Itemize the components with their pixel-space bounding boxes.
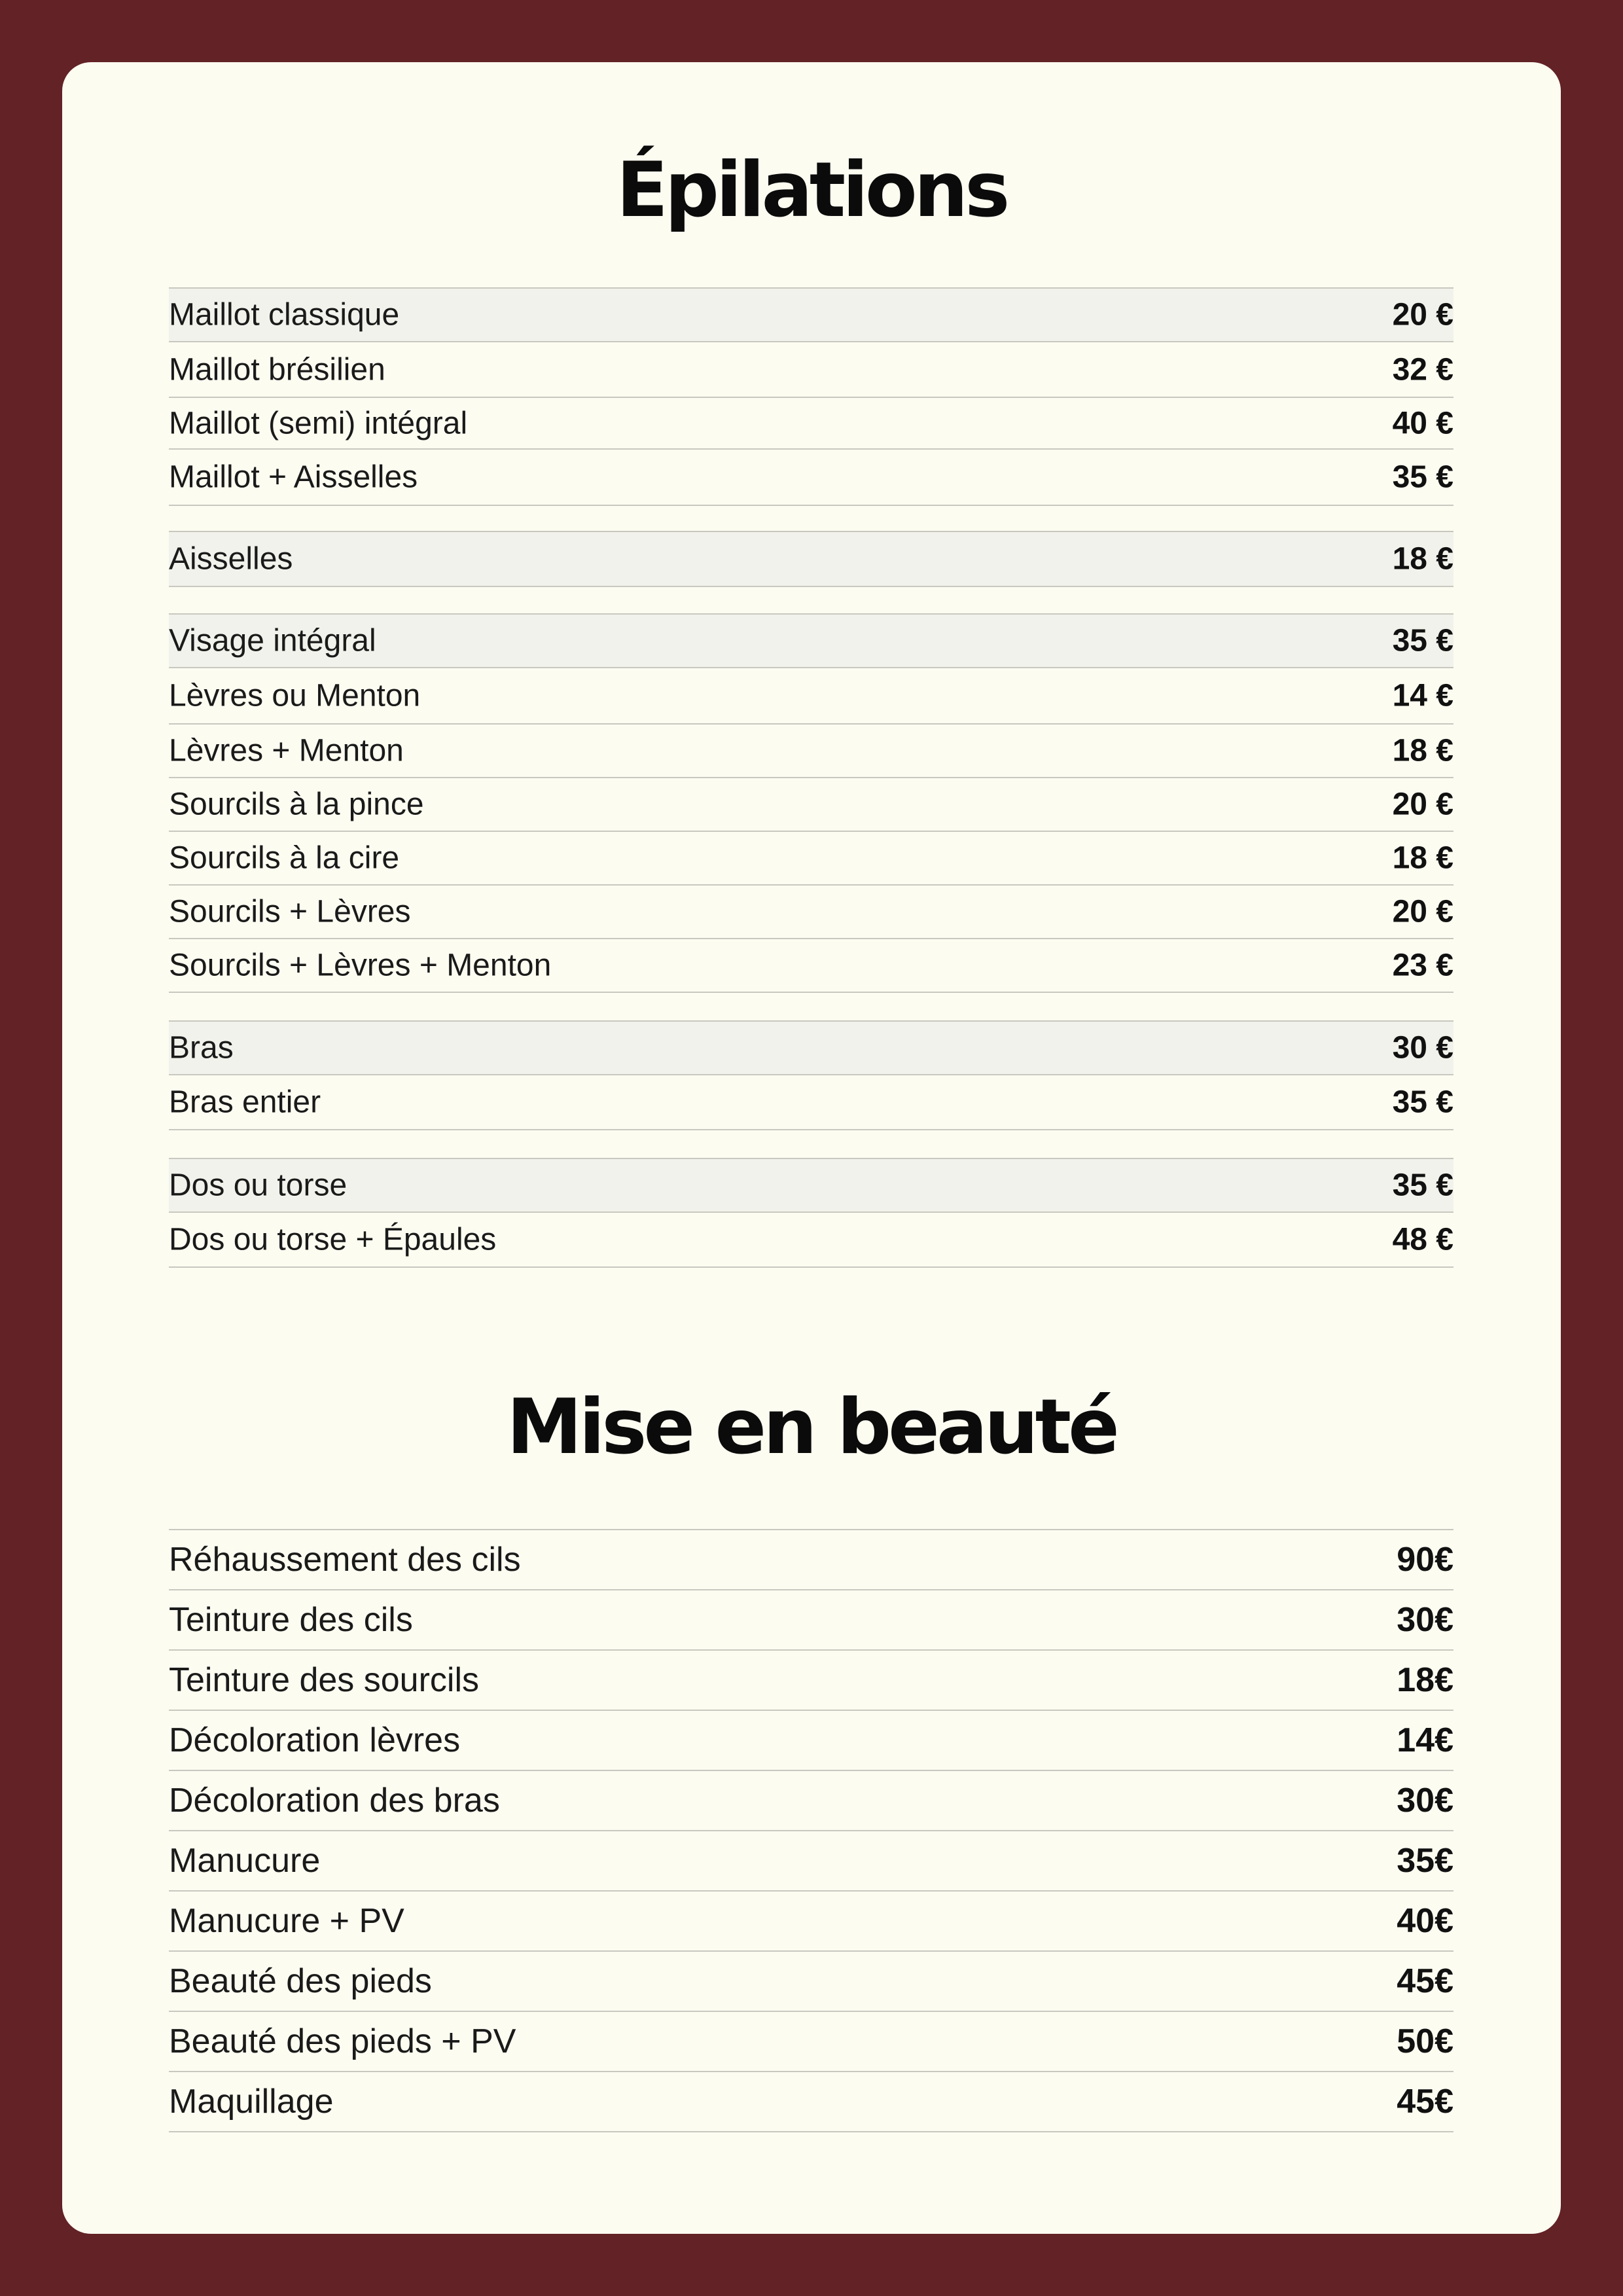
service-label: Sourcils + Lèvres + Menton bbox=[169, 948, 552, 983]
service-label: Décoloration des bras bbox=[169, 1782, 500, 1820]
group-beaute bbox=[169, 1529, 1454, 2132]
price-row bbox=[169, 1711, 1454, 1771]
group-visage bbox=[169, 613, 1454, 993]
service-price: 50€ bbox=[1397, 2022, 1454, 2060]
service-label: Bras bbox=[169, 1030, 234, 1066]
service-label: Maillot classique bbox=[169, 297, 400, 332]
price-row bbox=[169, 939, 1454, 993]
service-label: Sourcils à la pince bbox=[169, 787, 424, 822]
epilations-title: Épilations bbox=[616, 146, 1007, 234]
service-price: 18 € bbox=[1392, 840, 1454, 876]
service-label: Maquillage bbox=[169, 2083, 334, 2121]
service-label: Teinture des cils bbox=[169, 1601, 413, 1639]
price-row bbox=[169, 1590, 1454, 1651]
service-price: 40 € bbox=[1392, 406, 1454, 440]
service-label: Maillot + Aisselles bbox=[169, 459, 418, 495]
service-label: Visage intégral bbox=[169, 623, 376, 658]
service-price: 35€ bbox=[1397, 1842, 1454, 1880]
price-row bbox=[169, 832, 1454, 886]
price-row bbox=[169, 1075, 1454, 1130]
service-price: 20 € bbox=[1392, 787, 1454, 822]
price-row bbox=[169, 778, 1454, 832]
service-label: Dos ou torse bbox=[169, 1168, 348, 1203]
price-list-card bbox=[62, 62, 1561, 2234]
price-row bbox=[169, 532, 1454, 587]
service-label: Sourcils + Lèvres bbox=[169, 894, 411, 929]
service-label: Manucure + PV bbox=[169, 1902, 404, 1940]
service-label: Bras entier bbox=[169, 1085, 321, 1120]
service-price: 20 € bbox=[1392, 894, 1454, 929]
service-price: 18 € bbox=[1392, 733, 1454, 768]
price-row bbox=[169, 2012, 1454, 2072]
service-price: 14€ bbox=[1397, 1721, 1454, 1759]
price-row bbox=[169, 615, 1454, 668]
price-row bbox=[169, 668, 1454, 725]
price-row bbox=[169, 1952, 1454, 2012]
service-price: 30€ bbox=[1397, 1782, 1454, 1820]
beaute-table bbox=[169, 1529, 1454, 2132]
service-price: 30 € bbox=[1392, 1030, 1454, 1066]
service-price: 45€ bbox=[1397, 1962, 1454, 2000]
service-label: Maillot (semi) intégral bbox=[169, 406, 468, 440]
price-row bbox=[169, 1159, 1454, 1213]
service-price: 30€ bbox=[1397, 1601, 1454, 1639]
service-label: Manucure bbox=[169, 1842, 321, 1880]
price-row bbox=[169, 1530, 1454, 1590]
service-price: 35 € bbox=[1392, 459, 1454, 495]
service-label: Lèvres + Menton bbox=[169, 733, 404, 768]
service-label: Teinture des sourcils bbox=[169, 1661, 479, 1699]
service-label: Aisselles bbox=[169, 541, 293, 577]
price-row bbox=[169, 342, 1454, 398]
service-label: Lèvres ou Menton bbox=[169, 678, 421, 713]
service-price: 35 € bbox=[1392, 1168, 1454, 1203]
group-aisselles bbox=[169, 531, 1454, 587]
price-row bbox=[169, 886, 1454, 939]
group-bras bbox=[169, 1020, 1454, 1130]
price-row bbox=[169, 450, 1454, 506]
price-row bbox=[169, 2072, 1454, 2132]
price-row bbox=[169, 1831, 1454, 1892]
service-price: 23 € bbox=[1392, 948, 1454, 983]
service-price: 45€ bbox=[1397, 2083, 1454, 2121]
service-label: Décoloration lèvres bbox=[169, 1721, 461, 1759]
beaute-title: Mise en beauté bbox=[507, 1383, 1116, 1471]
service-label: Beauté des pieds bbox=[169, 1962, 432, 2000]
service-label: Beauté des pieds + PV bbox=[169, 2022, 516, 2060]
price-row bbox=[169, 1651, 1454, 1711]
service-label: Réhaussement des cils bbox=[169, 1541, 521, 1579]
service-label: Dos ou torse + Épaules bbox=[169, 1222, 497, 1257]
service-price: 32 € bbox=[1392, 352, 1454, 387]
service-label: Maillot brésilien bbox=[169, 352, 385, 387]
price-row bbox=[169, 1022, 1454, 1075]
service-price: 48 € bbox=[1392, 1222, 1454, 1257]
price-row bbox=[169, 1892, 1454, 1952]
service-price: 20 € bbox=[1392, 297, 1454, 332]
service-price: 35 € bbox=[1392, 623, 1454, 658]
epilations-table bbox=[169, 287, 1454, 1268]
service-price: 90€ bbox=[1397, 1541, 1454, 1579]
service-price: 18€ bbox=[1397, 1661, 1454, 1699]
group-dos bbox=[169, 1158, 1454, 1268]
service-label: Sourcils à la cire bbox=[169, 840, 400, 876]
price-row bbox=[169, 1771, 1454, 1831]
price-row bbox=[169, 398, 1454, 450]
price-row bbox=[169, 1213, 1454, 1268]
service-price: 35 € bbox=[1392, 1085, 1454, 1120]
service-price: 40€ bbox=[1397, 1902, 1454, 1940]
service-price: 14 € bbox=[1392, 678, 1454, 713]
group-maillot bbox=[169, 287, 1454, 506]
price-row bbox=[169, 725, 1454, 778]
service-price: 18 € bbox=[1392, 541, 1454, 577]
price-row bbox=[169, 289, 1454, 342]
